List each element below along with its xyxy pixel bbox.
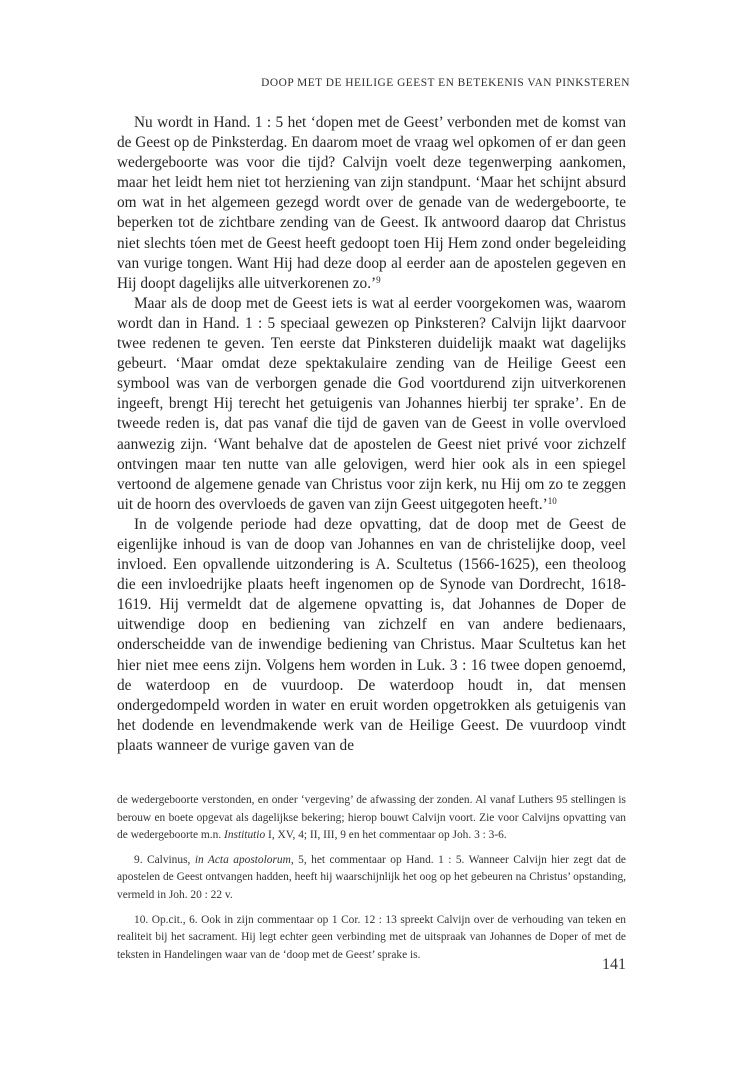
running-header: DOOP MET DE HEILIGE GEEST EN BETEKENIS VAN PINKSTEREN: [261, 77, 630, 89]
footnotes: [117, 792, 626, 964]
main-text: [117, 113, 626, 756]
page-number: 141: [602, 956, 626, 973]
footnote-continuation: de wedergeboorte verstonden, en onder ‘vergeving’ de afwassing der zonden. Al vanaf Luthers 95 stellingen is berouw en boete opgevat als dagelijkse bekering; hierop bouwt Calvijn voort. Zie voor Calvijns opvatting van de wedergeboorte m.n. Institutio I, XV, 4; II, III, 9 en het commentaar op Joh. 3 : 3-6.: [117, 794, 626, 842]
paragraph: Maar als de doop met de Geest iets is wat al eerder voorgekomen was, waarom wordt dan in Hand. 1 : 5 speciaal gewezen op Pinksteren? Calvijn lijkt daarvoor twee redenen te geven. Ten eerste dat Pinksteren duidelijk maakt wat dagelijks gebeurt. ‘Maar omdat deze spektakulaire zending van de Heilige Geest een symbool was van de verborgen genade die God voortdurend zijn uitverkorenen ingeeft, brengt Hij terecht het getuigenis van Johannes hierbij ter sprake’. En de tweede reden is, dat pas vanaf die tijd de gaven van de Geest in volle overvloed aanwezig zijn. ‘Want behalve dat de apostelen de Geest niet privé voor zichzelf ontvingen maar ten nutte van alle gelovigen, werd hier ook als in een spiegel vertoond de algemene genade van Christus voor zijn kerk, nu Hij om zo te zeggen uit de hoorn des overvloeds de gaven van zijn Geest uitgegoten heeft.’$^{10}$: [117, 294, 626, 513]
paragraph: In de volgende periode had deze opvatting, dat de doop met de Geest de eigenlijke inhoud is van de doop van Johannes en van de christelijke doop, veel invloed. Een opvallende uitzondering is A. Scultetus (1566-1625), een theoloog die een invloedrijke plaats heeft ingenomen op de Synode van Dordrecht, 1618-1619. Hij vermeldt dat de algemene opvatting is, dat Johannes de Doper de uitwendige doop en bediening van zichzelf en van andere bedienaars, onderscheidde van de inwendige bediening van Christus. Maar Scultetus kan het hier niet mee eens zijn. Volgens hem worden in Luk. 3 : 16 twee dopen genoemd, de waterdoop en de vuurdoop. De waterdoop houdt in, dat mensen ondergedompeld worden in water en eruit worden opgetrokken als getuigenis van het dodende en levendmakende werk van de Heilige Geest. De vuurdoop vindt plaats wanneer de vurige gaven van de: [117, 515, 626, 754]
footnote-10: 10. Op.cit., 6. Ook in zijn commentaar op 1 Cor. 12 : 13 spreekt Calvijn over de verhouding van teken en realiteit bij het sacrament. Hij legt echter geen verbinding met de uitspraak van Johannes de Doper of met de teksten in Handelingen waar van de ‘doop met de Geest’ sprake is.: [117, 913, 626, 961]
footnote-ref: 9: [376, 274, 381, 285]
paragraph: Nu wordt in Hand. 1 : 5 het ‘dopen met de Geest’ verbonden met de komst van de Geest op de Pinksterdag. En daarom moet de vraag wel opkomen of er dan geen wedergeboorte was voor die tijd? Calvijn voelt deze tegenwerping aankomen, maar het leidt hem niet tot herziening van zijn standpunt. ‘Maar het schijnt absurd om wat in het algemeen gezegd wordt over de genade van de wedergeboorte, te beperken tot de zichtbare zending van de Geest. Ik antwoord daarop dat Christus niet slechts tóen met de Geest heeft gedoopt toen Hij Hem zond onder begeleiding van vurige tongen. Want Hij had deze doop al eerder aan de apostelen gegeven en Hij doopt dagelijks alle uitverkorenen zo.’$^9$: [117, 114, 626, 292]
footnote-9: 9. Calvinus, in Acta apostolorum, 5, het commentaar op Hand. 1 : 5. Wanneer Calvijn hier zegt dat de apostelen de Geest ontvangen hadden, heeft hij waarschijnlijk het oog op het gebeuren na Christus’ opstanding, vermeld in Joh. 20 : 22 v.: [117, 853, 626, 901]
footnote-ref: 10: [547, 495, 557, 506]
